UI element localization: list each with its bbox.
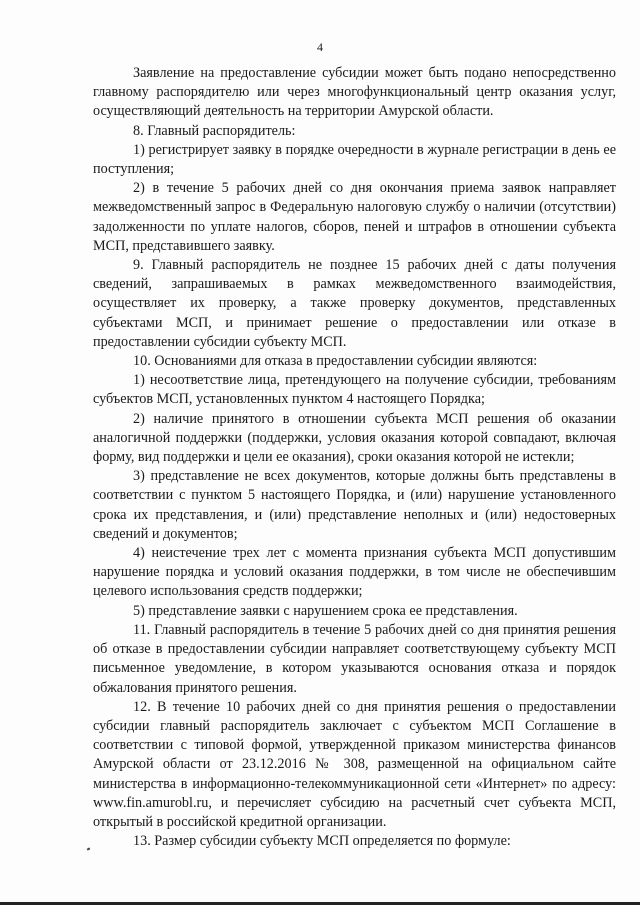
paragraph-clause-9: 9. Главный распорядитель не позднее 15 рабочих дней с даты получения сведений, запрашиваемых в рамках межведомственного взаимодействия, осуществляет их проверку, а также проверку документов, представленных субъектами МСП, и принимает решение о предоставлении или отказе в предоставлении субсидии субъекту МСП. [93, 257, 616, 350]
paragraph-clause-10-item-3: 3) представление не всех документов, которые должны быть представлены в соответствии с пунктом 5 настоящего Порядка, и (или) нарушение установленного срока их представления, и (или) представление неполных и (или) недостоверных сведений и документов; [93, 468, 616, 542]
paragraph-clause-12: 12. В течение 10 рабочих дней со дня принятия решения о предоставлении субсидии главный распорядитель заключает с субъектом МСП Соглашение в соответствии с типовой формой, утвержденной приказом министерства финансов Амурской области от 23.12.2016 № 308, размещенной на официальном сайте министерства в информационно-телекоммуникационной сети «Интернет» по адресу: www.fin.amurobl.ru, и перечисляет субсидию на расчетный счет субъекта МСП, открытый в российской кредитной организации. [93, 698, 616, 830]
paragraph-clause-10-item-2: 2) наличие принятого в отношении субъекта МСП решения об оказании аналогичной поддержки (поддержки, условия оказания которой совпадают, включая форму, вид поддержки и цели ее оказания), сроки оказания которой не истекли; [93, 410, 616, 466]
page-number: 4 [317, 40, 323, 54]
document-body [93, 64, 616, 851]
paragraph-clause-13: 13. Размер субсидии субъекту МСП определяется по формуле: [133, 833, 511, 850]
paragraph-clause-8-item-1: 1) регистрирует заявку в порядке очередности в журнале регистрации в день ее поступления; [93, 141, 616, 178]
paragraph-clause-11: 11. Главный распорядитель в течение 5 рабочих дней со дня принятия решения об отказе в предоставлении субсидии направляет соответствующему субъекту МСП письменное уведомление, в котором указываются основания отказа и порядок обжалования принятого решения. [93, 621, 616, 696]
paragraph-clause-10-heading: 10. Основаниями для отказа в предоставлении субсидии являются: [133, 353, 538, 370]
paragraph-clause-8-item-2: 2) в течение 5 рабочих дней со дня окончания приема заявок направляет межведомственный запрос в Федеральную налоговую службу о наличии (отсутствии) задолженности по уплате налогов, сборов, пеней и штрафов в отношении субъекта МСП, представившего заявку. [93, 180, 616, 254]
paragraph-clause-10-item-5: 5) представление заявки с нарушением срока ее представления. [133, 602, 518, 619]
paragraph-application-submission: Заявление на предоставление субсидии может быть подано непосредственно главному распорядителю или через многофункциональный центр оказания услуг, осуществляющий деятельность на территории Амурской области. [93, 65, 616, 120]
paragraph-clause-8-heading: 8. Главный распорядитель: [133, 122, 296, 139]
scan-artifact-mark [87, 847, 91, 850]
paragraph-clause-10-item-1: 1) несоответствие лица, претендующего на получение субсидии, требованиям субъектов МСП, установленных пунктом 4 настоящего Порядка; [93, 372, 616, 408]
paragraph-clause-10-item-4: 4) неистечение трех лет с момента признания субъекта МСП допустившим нарушение порядка и условий оказания поддержки, в том числе не обеспечившим целевого использования средств поддержки; [93, 545, 616, 600]
